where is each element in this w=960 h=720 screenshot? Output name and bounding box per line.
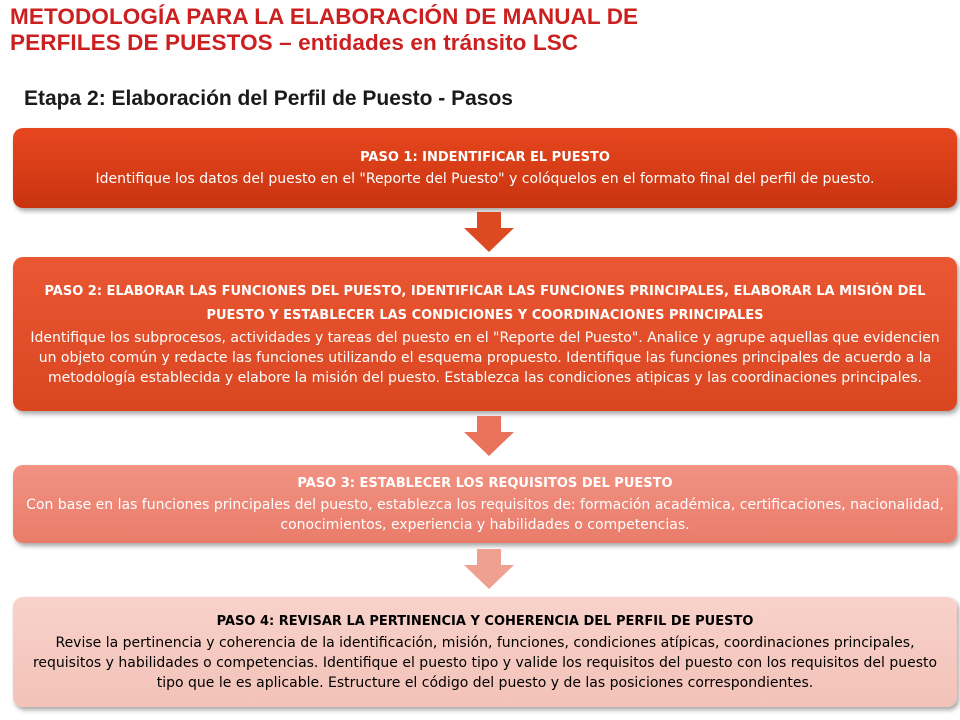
- step-3-body: Con base en las funciones principales del puesto, establezca los requisitos de: formación académica, certificaciones, nacionalidad, conocimientos, experiencia y habilidades o competencias.: [26, 497, 944, 533]
- step-1-heading: PASO 1: INDENTIFICAR EL PUESTO: [360, 150, 610, 165]
- title-line-2: PERFILES DE PUESTOS – entidades en tránsito LSC: [10, 30, 579, 55]
- down-arrow-3-to-4-icon: [464, 549, 514, 589]
- step-4-box: [13, 597, 957, 707]
- step-1-body: Identifique los datos del puesto en el "Reporte del Puesto" y colóquelos en el formato final del perfil de puesto.: [95, 171, 875, 187]
- step-4-heading: PASO 4: REVISAR LA PERTINENCIA Y COHERENCIA DEL PERFIL DE PUESTO: [216, 614, 754, 629]
- step-4-body: Revise la pertinencia y coherencia de la identificación, misión, funciones, condiciones atípicas, coordinaciones principales, requisitos y habilidades o competencias. Identifique el puesto tipo y valide los requisitos del puesto con los requisitos del puesto tipo que le es aplicable. Estructure el código del puesto y de las posiciones correspondientes.: [32, 635, 938, 691]
- step-2-body: Identifique los subprocesos, actividades y tareas del puesto en el "Reporte del Puesto". Analice y agrupe aquellas que evidencien un objeto común y redacte las funciones utilizando el esquema propuesto. Identifique las funciones principales de acuerdo a la metodología establecida y elabore la misión del puesto. Establezca las condiciones atipicas y las coordinaciones principales.: [30, 330, 940, 386]
- step-1-box: [13, 128, 957, 208]
- stage-subtitle: Etapa 2: Elaboración del Perfil de Puesto - Pasos: [24, 87, 513, 110]
- step-2-box: [13, 257, 957, 411]
- down-arrow-2-to-3-icon: [464, 416, 514, 456]
- step-3-heading: PASO 3: ESTABLECER LOS REQUISITOS DEL PUESTO: [297, 476, 673, 491]
- page-title: [10, 4, 950, 56]
- down-arrow-1-to-2-icon: [464, 212, 514, 252]
- step-3-box: [13, 465, 957, 543]
- step-2-heading: PASO 2: ELABORAR LAS FUNCIONES DEL PUESTO, IDENTIFICAR LAS FUNCIONES PRINCIPALES, ELABORAR LA MISIÓN DEL PUESTO Y ESTABLECER LAS CONDICIONES Y COORDINACIONES PRINCIPALES: [44, 284, 926, 323]
- title-line-1: METODOLOGÍA PARA LA ELABORACIÓN DE MANUAL DE: [10, 4, 639, 29]
